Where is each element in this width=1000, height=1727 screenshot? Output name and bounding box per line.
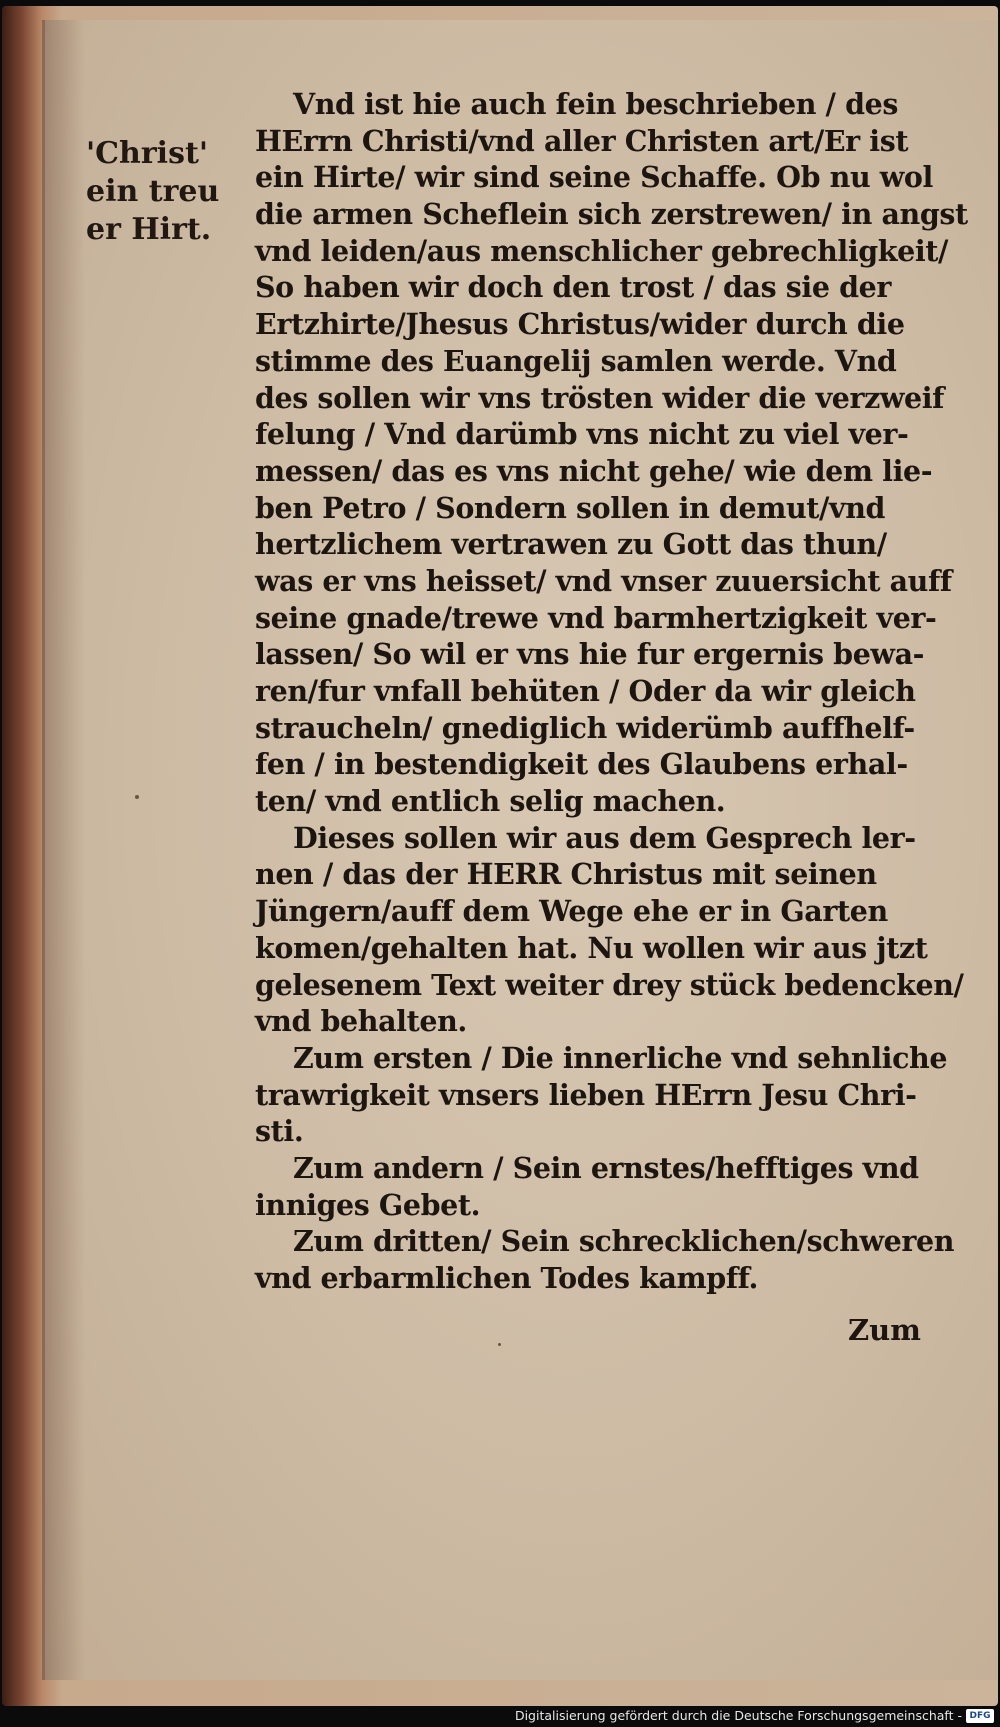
text-line: Vnd ist hie auch fein beschrieben / des xyxy=(293,87,898,121)
text-line: vnd erbarmlichen Todes kampff. xyxy=(255,1261,759,1295)
text-line: Dieses sollen wir aus dem Gesprech ler- xyxy=(293,820,916,855)
text-line: lassen/ So wil er vns hie fur ergernis bewa- xyxy=(255,637,925,672)
text-line: ein Hirte/ wir sind seine Schaffe. Ob nu wol xyxy=(255,160,933,195)
text-line: trawrigkeit vnsers lieben HErrn Jesu Chri- xyxy=(255,1077,917,1112)
margin-note-line: ein treu xyxy=(86,174,220,209)
margin-note xyxy=(86,135,236,249)
text-line: stimme des Euangelij samlen werde. Vnd xyxy=(255,343,897,378)
text-line: hertzlichem vertrawen zu Gott das thun/ xyxy=(255,527,887,562)
text-line: vnd leiden/aus menschlicher gebrechligkeit/ xyxy=(255,233,949,268)
ink-speck xyxy=(498,1343,501,1346)
text-line: inniges Gebet. xyxy=(255,1187,481,1222)
text-line: ben Petro / Sondern sollen in demut/vnd xyxy=(255,490,886,525)
ink-speck xyxy=(135,795,139,799)
text-line: was er vns heisset/ vnd vnser zuuersicht auff xyxy=(255,563,952,598)
main-text-block xyxy=(255,86,968,1297)
dfg-logo-text: DFG xyxy=(969,1711,991,1721)
text-line: messen/ das es vns nicht gehe/ wie dem lie- xyxy=(255,453,933,488)
text-line: die armen Scheflein sich zerstrewen/ in angst xyxy=(255,197,968,232)
text-line: HErrn Christi/vnd aller Christen art/Er ist xyxy=(255,123,909,158)
catchword: Zum xyxy=(848,1313,921,1347)
text-line: Jüngern/auff dem Wege ehe er in Garten xyxy=(255,894,888,929)
text-line: sti. xyxy=(255,1114,304,1149)
text-line: seine gnade/trewe vnd barmhertzigkeit ver- xyxy=(255,600,937,635)
text-line: komen/gehalten hat. Nu wollen wir aus jtzt xyxy=(255,930,928,965)
text-line: fen / in bestendigkeit des Glaubens erhal- xyxy=(255,747,908,782)
text-line: nen / das der HERR Christus mit seinen xyxy=(255,857,877,892)
dfg-logo xyxy=(966,1709,994,1723)
text-line: vnd behalten. xyxy=(255,1004,467,1039)
margin-note-line: 'Christ' xyxy=(86,136,209,171)
text-line: Ertzhirte/Jhesus Christus/wider durch die xyxy=(255,307,905,342)
text-line: Zum ersten / Die innerliche vnd sehnliche xyxy=(293,1040,948,1075)
funding-notice: Digitalisierung gefördert durch die Deutsche Forschungsgemeinschaft - xyxy=(514,1708,962,1723)
gutter-shadow xyxy=(45,20,85,1680)
text-line: straucheln/ gnediglich widerümb auffhelf- xyxy=(255,710,915,745)
margin-note-line: er Hirt. xyxy=(86,212,212,247)
text-line: Zum andern / Sein ernstes/hefftiges vnd xyxy=(293,1150,919,1185)
text-line: gelesenem Text weiter drey stück bedencken/ xyxy=(255,967,964,1002)
text-line: ren/fur vnfall behüten / Oder da wir gleich xyxy=(255,674,916,708)
text-line: ten/ vnd entlich selig machen. xyxy=(255,784,726,819)
text-line: Zum dritten/ Sein schrecklichen/schweren xyxy=(293,1224,955,1259)
text-line: So haben wir doch den trost / das sie der xyxy=(255,270,891,305)
text-line: des sollen wir vns trösten wider die verzweif xyxy=(255,380,945,415)
text-line: felung / Vnd darümb vns nicht zu viel ver- xyxy=(255,417,909,452)
